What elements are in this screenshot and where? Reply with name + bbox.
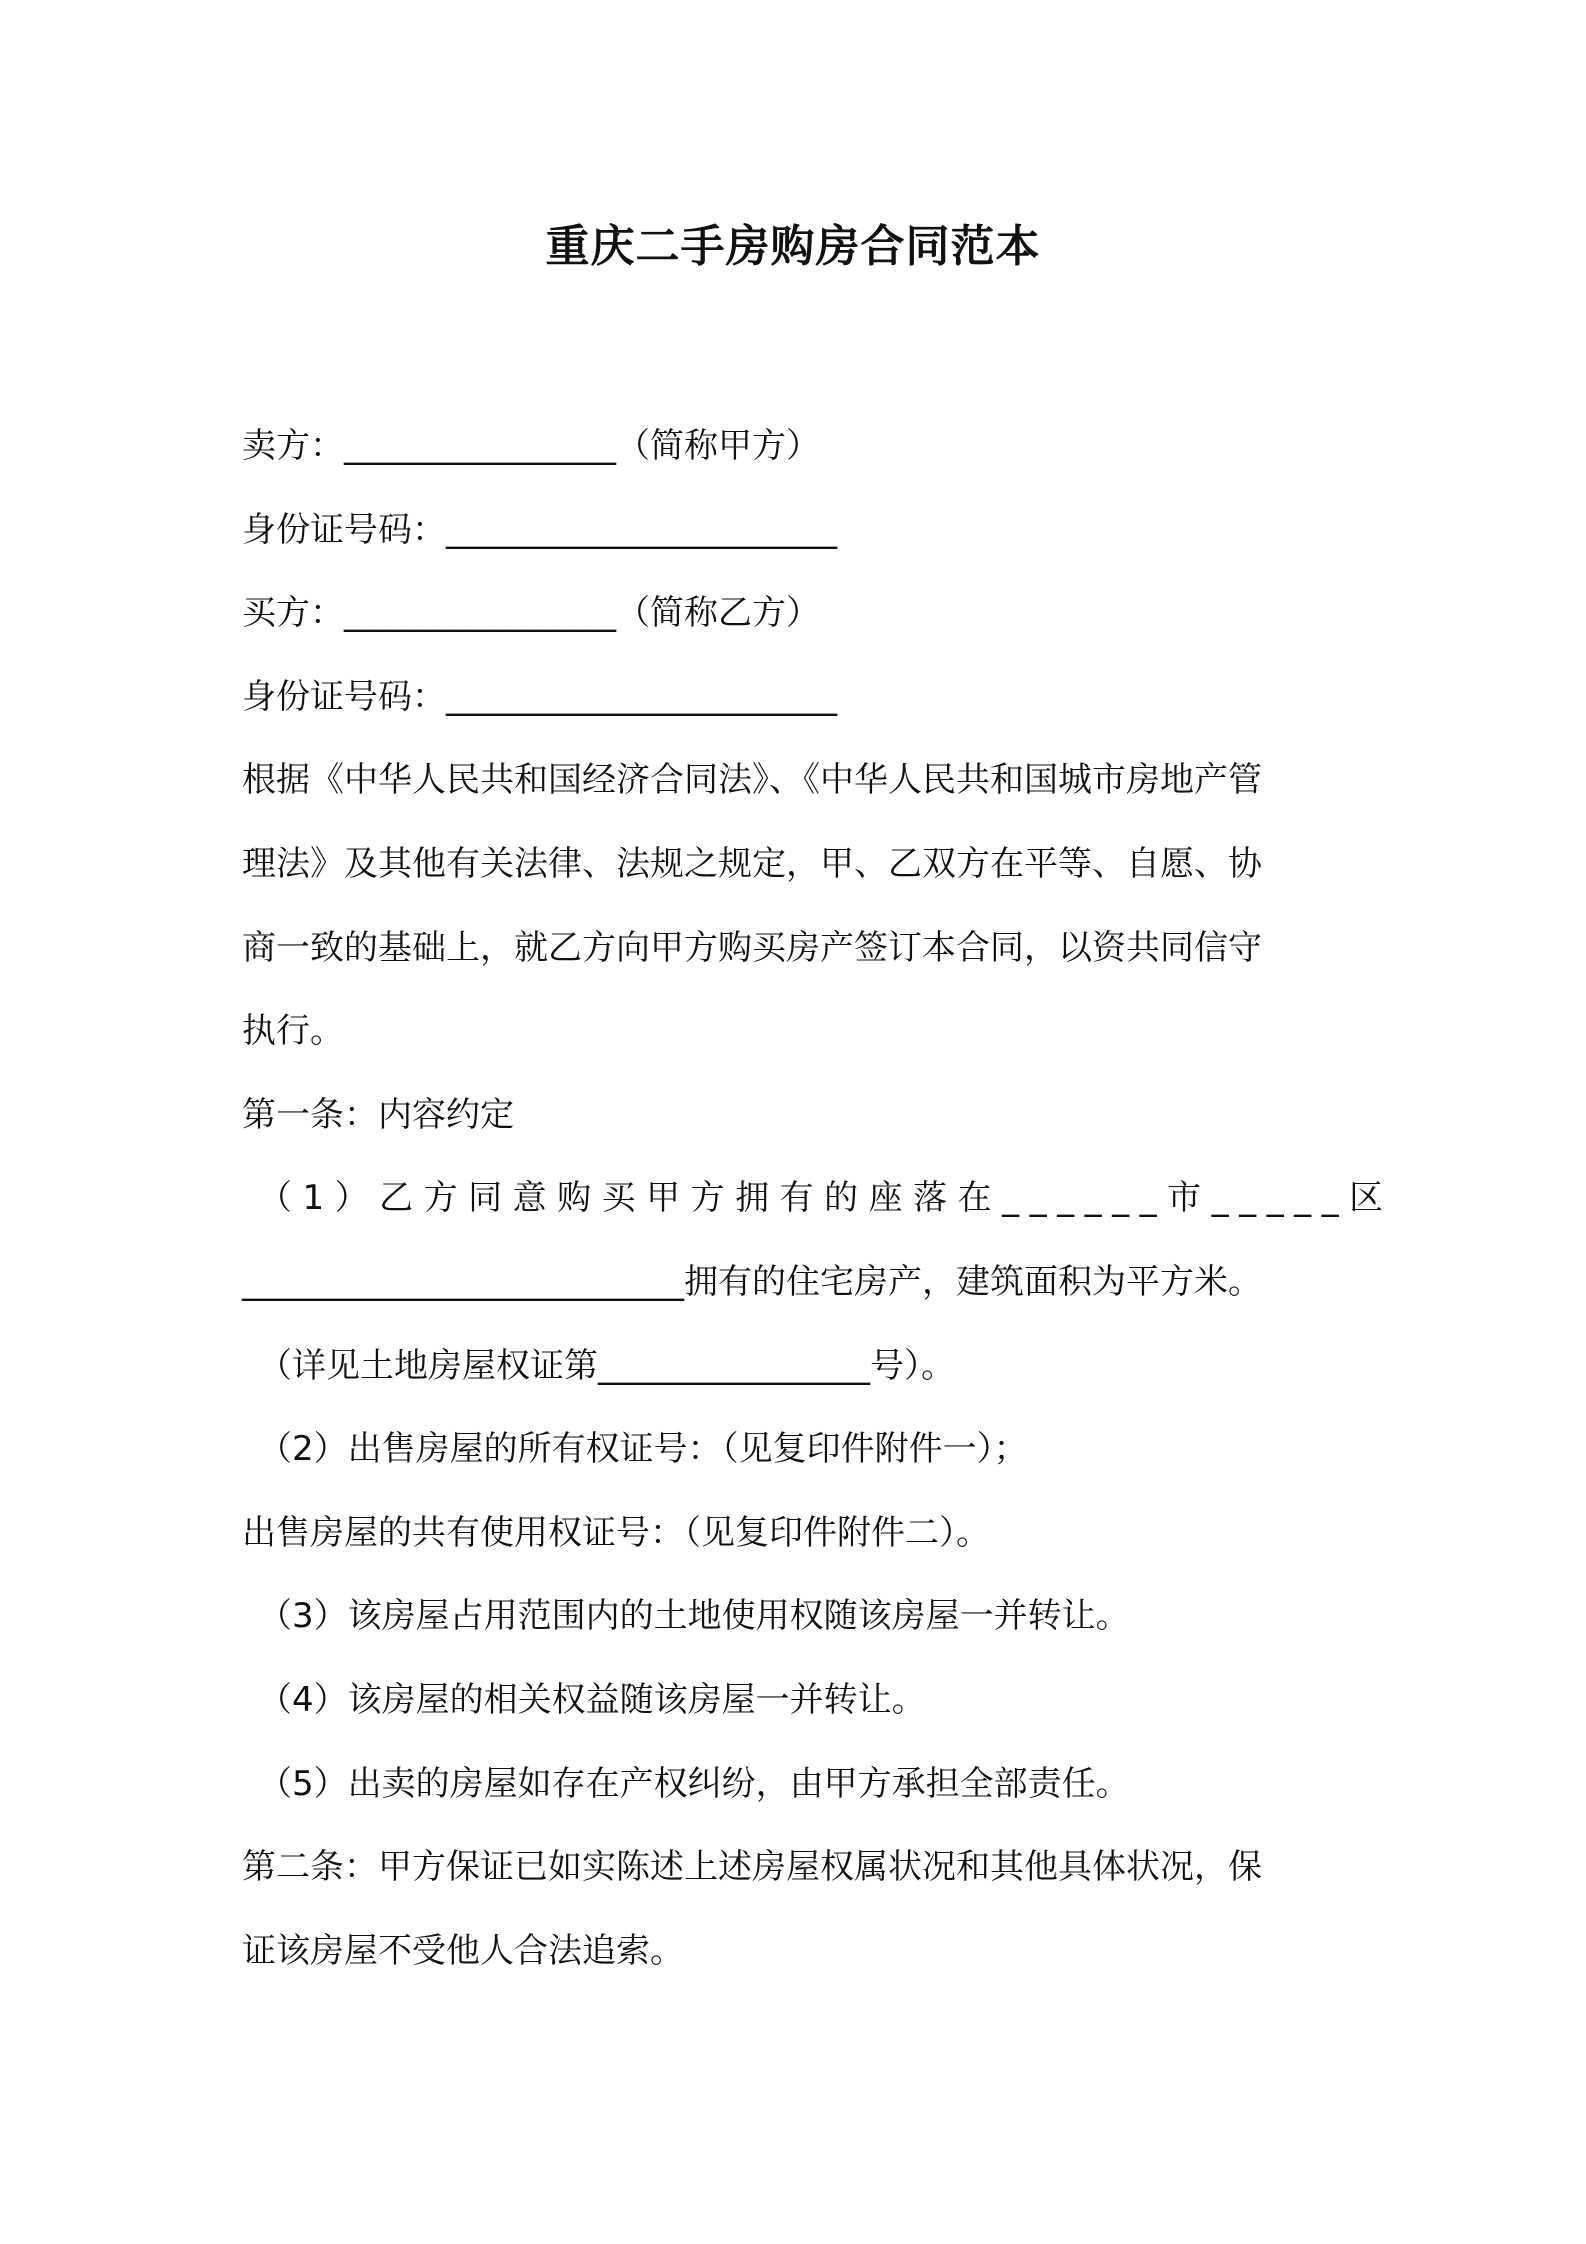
clause-5-line: （5）出卖的房屋如存在产权纠纷，由甲方承担全部责任。 [258,1763,1130,1804]
clause-3-line: （3）该房屋占用范围内的土地使用权随该房屋一并转让。 [258,1596,1130,1637]
seller-id-line: 身份证号码：_______________________ [242,509,837,550]
document-title: 重庆二手房购房合同范本 [545,221,1041,272]
clause-1-line-2: __________________________拥有的住宅房产，建筑面积为平方米。 [242,1261,1262,1302]
buyer-id-line: 身份证号码：_______________________ [242,676,837,717]
clause-4-line: （4）该房屋的相关权益随该房屋一并转让。 [258,1679,926,1720]
clause-2-line-2: 出售房屋的共有使用权证号：（见复印件附件二）。 [242,1512,990,1553]
preamble-line-1: 根据《中华人民共和国经济合同法》、《中华人民共和国城市房地产管 [242,760,1262,801]
clause-2-line-1: （2）出售房屋的所有权证号：（见复印件附件一）； [258,1429,1028,1470]
article-2-line-2: 证该房屋不受他人合法追索。 [242,1930,684,1971]
document-body [242,405,1394,1993]
article-1-heading: 第一条：内容约定 [242,1094,514,1135]
article-2-line-1: 第二条：甲方保证已如实陈述上述房屋权属状况和其他具体状况，保 [242,1847,1262,1888]
clause-1-line-3: （详见土地房屋权证第________________号）。 [258,1345,955,1386]
seller-line: 卖方：________________（简称甲方） [242,426,820,466]
buyer-line: 买方：________________（简称乙方） [242,593,820,634]
clause-1-line-1: （1）乙方同意购买甲方拥有的座落在______市_____区 [258,1178,1394,1219]
preamble-line-3: 商一致的基础上，就乙方向甲方购买房产签订本合同，以资共同信守 [242,927,1262,968]
preamble-line-2: 理法》及其他有关法律、法规之规定，甲、乙双方在平等、自愿、协 [242,843,1262,884]
preamble-line-4: 执行。 [242,1011,344,1052]
